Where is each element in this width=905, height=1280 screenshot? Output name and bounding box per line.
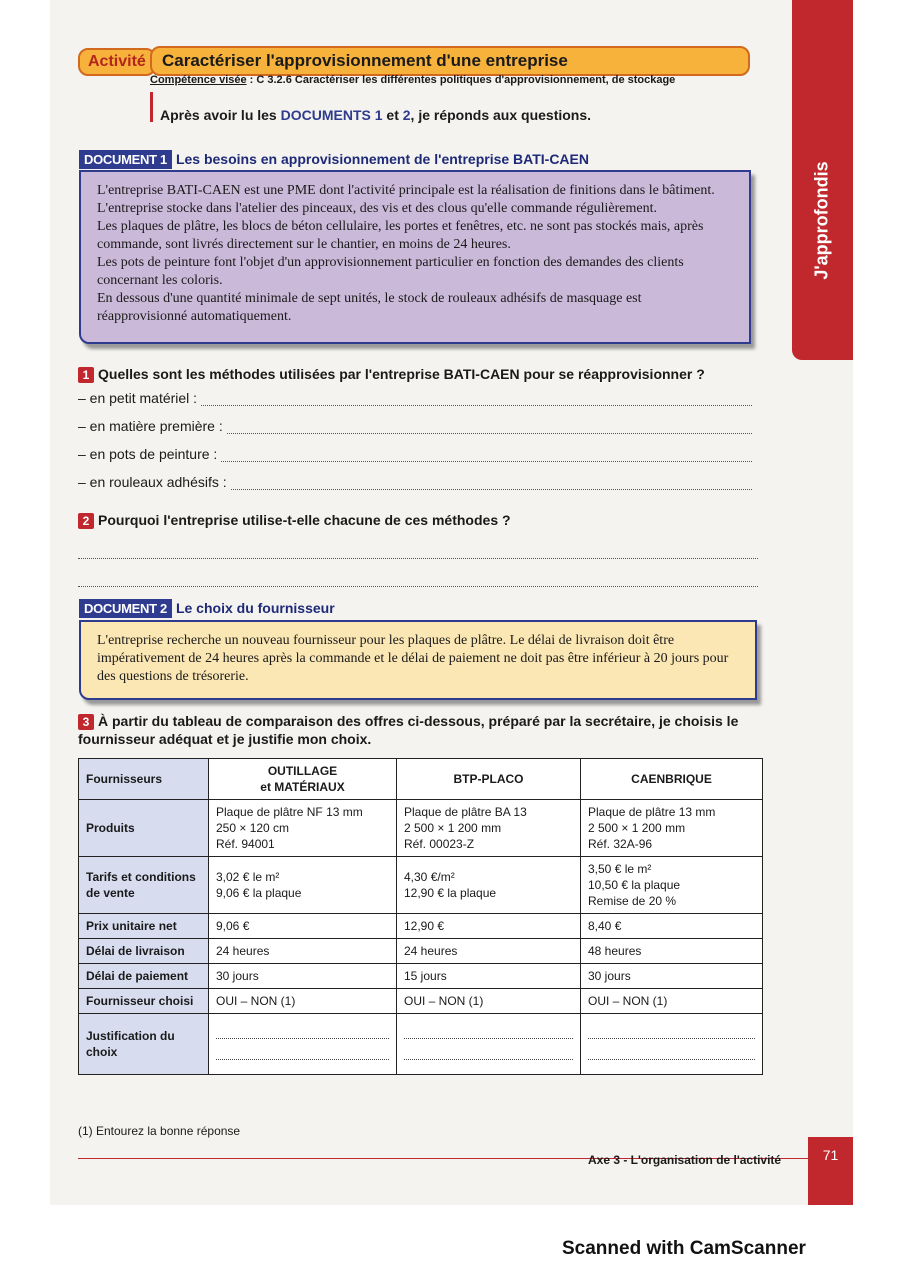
table-row bbox=[79, 964, 763, 989]
answer-line-matiere-premiere[interactable]: – en matière première : bbox=[78, 418, 752, 434]
justification-cell[interactable] bbox=[397, 1014, 581, 1075]
document2-title: Le choix du fournisseur bbox=[175, 600, 335, 616]
choice-cell[interactable]: OUI – NON (1) bbox=[397, 989, 581, 1014]
row-header: Tarifs et conditions de vente bbox=[79, 857, 209, 914]
table-header-row bbox=[79, 759, 763, 800]
table-cell: 3,02 € le m² 9,06 € la plaque bbox=[209, 857, 397, 914]
question1-number: 1 bbox=[78, 367, 94, 383]
table-cell: 8,40 € bbox=[581, 914, 763, 939]
side-label: J'approfondis bbox=[812, 160, 833, 280]
question1 bbox=[78, 366, 705, 383]
competence-line bbox=[150, 74, 675, 86]
table-row bbox=[79, 857, 763, 914]
question3-text: À partir du tableau de comparaison des offres ci-dessous, préparé par la secrétaire, je choisis le fournisseur adéquat et je justifie mon choix. bbox=[78, 713, 739, 747]
question3 bbox=[78, 712, 760, 748]
page-number: 71 bbox=[808, 1137, 853, 1205]
document1-box bbox=[79, 170, 751, 344]
table-cell: 24 heures bbox=[397, 939, 581, 964]
answer-line-pots-peinture[interactable]: – en pots de peinture : bbox=[78, 446, 752, 462]
table-row bbox=[79, 989, 763, 1014]
document1-tag: DOCUMENT 1 bbox=[79, 150, 172, 169]
table-cell: Plaque de plâtre NF 13 mm 250 × 120 cm Réf. 94001 bbox=[209, 800, 397, 857]
table-cell: 9,06 € bbox=[209, 914, 397, 939]
document1-title: Les besoins en approvisionnement de l'entreprise BATI-CAEN bbox=[175, 151, 589, 167]
table-cell: 30 jours bbox=[209, 964, 397, 989]
activity-title: Caractériser l'approvisionnement d'une entreprise bbox=[150, 46, 750, 76]
supplier-comparison-table bbox=[78, 758, 763, 1075]
supplier-header: CAENBRIQUE bbox=[581, 759, 763, 800]
document2-box: L'entreprise recherche un nouveau fournisseur pour les plaques de plâtre. Le délai de livraison doit être impérativement de 24 heures après la commande et le délai de paiement ne doit pas être inférieur à 20 jours pour des questions de trésorerie. bbox=[79, 620, 757, 700]
instruction-marker bbox=[150, 92, 153, 122]
supplier-header: BTP-PLACO bbox=[397, 759, 581, 800]
answer-line[interactable] bbox=[78, 586, 758, 587]
table-cell: 3,50 € le m² 10,50 € la plaque Remise de 20 % bbox=[581, 857, 763, 914]
table-cell: 30 jours bbox=[581, 964, 763, 989]
competence-label: Compétence visée bbox=[150, 74, 247, 86]
footnote: (1) Entourez la bonne réponse bbox=[78, 1124, 241, 1138]
answer-line[interactable] bbox=[78, 558, 758, 559]
table-cell: 15 jours bbox=[397, 964, 581, 989]
question2 bbox=[78, 512, 511, 529]
question3-number: 3 bbox=[78, 714, 94, 730]
question2-text: Pourquoi l'entreprise utilise-t-elle chacune de ces méthodes ? bbox=[98, 512, 511, 528]
row-header: Fournisseur choisi bbox=[79, 989, 209, 1014]
instruction: Après avoir lu les DOCUMENTS 1 et 2, je réponds aux questions. bbox=[160, 107, 592, 123]
justification-cell[interactable] bbox=[209, 1014, 397, 1075]
table-cell: 48 heures bbox=[581, 939, 763, 964]
document2-header bbox=[79, 599, 335, 618]
row-header: Produits bbox=[79, 800, 209, 857]
question2-number: 2 bbox=[78, 513, 94, 529]
document1-paragraph: En dessous d'une quantité minimale de sept unités, le stock de rouleaux adhésifs de masquage est réapprovisionné automatiquement. bbox=[97, 291, 642, 324]
table-row bbox=[79, 939, 763, 964]
table-cell: 24 heures bbox=[209, 939, 397, 964]
choice-cell[interactable]: OUI – NON (1) bbox=[581, 989, 763, 1014]
document1-paragraph: Les plaques de plâtre, les blocs de béton cellulaire, les portes et fenêtres, etc. ne sont pas stockés mais, après commande, sont livrés directement sur le chantier, en moins de 24 heures. bbox=[97, 219, 704, 252]
answer-line-rouleaux-adhesifs[interactable]: – en rouleaux adhésifs : bbox=[78, 474, 752, 490]
document1-paragraph: Les pots de peinture font l'objet d'un approvisionnement particulier en fonction des demandes des clients concernant les coloris. bbox=[97, 255, 684, 288]
supplier-header: OUTILLAGE et MATÉRIAUX bbox=[209, 759, 397, 800]
document2-tag: DOCUMENT 2 bbox=[79, 599, 172, 618]
activity-header bbox=[78, 46, 750, 76]
choice-cell[interactable]: OUI – NON (1) bbox=[209, 989, 397, 1014]
table-corner-header: Fournisseurs bbox=[79, 759, 209, 800]
table-row bbox=[79, 800, 763, 857]
document1-header bbox=[79, 150, 589, 169]
table-row-justification bbox=[79, 1014, 763, 1075]
activity-tag: Activité bbox=[78, 48, 156, 76]
table-cell: Plaque de plâtre BA 13 2 500 × 1 200 mm Réf. 00023-Z bbox=[397, 800, 581, 857]
row-header: Délai de paiement bbox=[79, 964, 209, 989]
document1-paragraph: L'entreprise BATI-CAEN est une PME dont l'activité principale est la réalisation de finitions dans le bâtiment. L'entreprise stocke dans l'atelier des pinceaux, des vis et des clous qu'elle commande régulièrement. bbox=[97, 183, 715, 216]
table-cell: 12,90 € bbox=[397, 914, 581, 939]
question1-text: Quelles sont les méthodes utilisées par l'entreprise BATI-CAEN pour se réapprovisionner ? bbox=[98, 366, 705, 382]
table-row bbox=[79, 914, 763, 939]
competence-text: : C 3.2.6 Caractériser les différentes politiques d'approvisionnement, de stockage bbox=[246, 74, 676, 86]
table-cell: Plaque de plâtre 13 mm 2 500 × 1 200 mm Réf. 32A-96 bbox=[581, 800, 763, 857]
answer-line-petit-materiel[interactable]: – en petit matériel : bbox=[78, 390, 752, 406]
row-header: Justification du choix bbox=[79, 1014, 209, 1075]
row-header: Délai de livraison bbox=[79, 939, 209, 964]
justification-cell[interactable] bbox=[581, 1014, 763, 1075]
footer-section-title: Axe 3 - L'organisation de l'activité bbox=[588, 1153, 782, 1167]
scanner-watermark: Scanned with CamScanner bbox=[562, 1238, 806, 1259]
table-cell: 4,30 €/m² 12,90 € la plaque bbox=[397, 857, 581, 914]
row-header: Prix unitaire net bbox=[79, 914, 209, 939]
